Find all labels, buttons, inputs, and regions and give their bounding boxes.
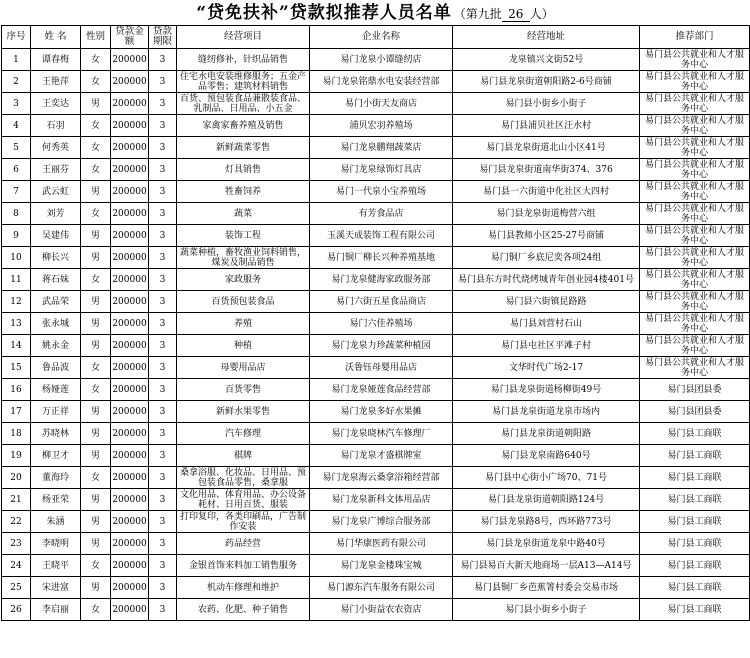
cell-name: 杨亚荣 [31,489,81,511]
cell-business-project: 打印复印，各类印刷品，广告制作安装 [177,511,310,533]
table-row [2,511,750,533]
cell-business-address: 龙泉镇兴文街52号 [453,49,640,71]
cell-company-name: 易门龙泉金楼珠宝城 [310,555,453,577]
cell-business-project: 百货预包装食品 [177,291,310,313]
cell-company-name: 沃鲁钰母婴用品店 [310,357,453,379]
cell-index: 5 [2,137,31,159]
cell-loan-amount: 200000 [111,511,149,533]
cell-company-name: 易门龙泉健海家政服务部 [310,269,453,291]
cell-name: 张永城 [31,313,81,335]
header-business-address: 经营地址 [453,26,640,49]
cell-name: 蒋石妹 [31,269,81,291]
cell-name: 朱涵 [31,511,81,533]
table-row [2,401,750,423]
cell-loan-term: 3 [149,379,177,401]
cell-business-address: 易门铜厂乡底尼奕各项24组 [453,247,640,269]
cell-recommending-dept: 易门县团县委 [640,379,750,401]
cell-business-project: 农药、化肥、种子销售 [177,599,310,621]
cell-business-address: 易门县龙泉街道梅营六组 [453,203,640,225]
cell-loan-amount: 200000 [111,137,149,159]
cell-business-project: 金银首饰来料加工销售服务 [177,555,310,577]
cell-recommending-dept: 易门县工商联 [640,445,750,467]
cell-business-project: 机动车修理和维护 [177,577,310,599]
cell-business-address: 易门县东方时代烧烤城青年创业园4楼401号 [453,269,640,291]
header-loan-amount: 贷款金额 [111,26,149,49]
cell-company-name: 易门六街五星食品商店 [310,291,453,313]
cell-index: 18 [2,423,31,445]
table-row [2,335,750,357]
cell-gender: 女 [81,137,111,159]
cell-recommending-dept: 易门县工商联 [640,599,750,621]
cell-company-name: 易门龙泉多好水果摊 [310,401,453,423]
cell-loan-term: 3 [149,291,177,313]
cell-company-name: 易门源东汽车服务有限公司 [310,577,453,599]
cell-index: 7 [2,181,31,203]
table-row [2,203,750,225]
cell-loan-term: 3 [149,203,177,225]
cell-business-address: 易门县铜厂乡芭蕉箐村委会交易市场 [453,577,640,599]
cell-loan-amount: 200000 [111,335,149,357]
cell-business-project: 新鲜蔬菜零售 [177,137,310,159]
table-row [2,71,750,93]
cell-business-address: 易门县龙泉街道朝阳路124号 [453,489,640,511]
table-row [2,181,750,203]
table-row [2,93,750,115]
cell-name: 柳长兴 [31,247,81,269]
cell-gender: 男 [81,247,111,269]
cell-loan-amount: 200000 [111,93,149,115]
cell-business-address: 易门县龙泉街道朝阳路2-6号商铺 [453,71,640,93]
cell-loan-amount: 200000 [111,203,149,225]
cell-loan-term: 3 [149,93,177,115]
cell-loan-amount: 200000 [111,269,149,291]
cell-gender: 女 [81,203,111,225]
cell-business-address: 易门县龙泉街道龙泉市场内 [453,401,640,423]
cell-company-name: 易门华康医药有限公司 [310,533,453,555]
cell-name: 谭春梅 [31,49,81,71]
cell-recommending-dept: 易门县公共就业和人才服务中心 [640,335,750,357]
cell-gender: 男 [81,225,111,247]
cell-index: 13 [2,313,31,335]
cell-business-project: 药品经营 [177,533,310,555]
cell-index: 14 [2,335,31,357]
cell-recommending-dept: 易门县工商联 [640,489,750,511]
cell-index: 11 [2,269,31,291]
header-name: 姓 名 [31,26,81,49]
table-row [2,247,750,269]
cell-business-project: 家禽家畜养殖及销售 [177,115,310,137]
cell-recommending-dept: 易门县工商联 [640,423,750,445]
table-row [2,291,750,313]
cell-recommending-dept: 易门县工商联 [640,577,750,599]
cell-business-project: 百货零售 [177,379,310,401]
cell-name: 苏晓林 [31,423,81,445]
cell-loan-term: 3 [149,467,177,489]
cell-recommending-dept: 易门县公共就业和人才服务中心 [640,181,750,203]
cell-recommending-dept: 易门县公共就业和人才服务中心 [640,247,750,269]
cell-gender: 女 [81,555,111,577]
cell-business-project: 新鲜水果零售 [177,401,310,423]
batch-prefix: （第九批 [453,7,502,21]
table-row [2,49,750,71]
cell-recommending-dept: 易门县工商联 [640,511,750,533]
cell-index: 12 [2,291,31,313]
cell-loan-amount: 200000 [111,533,149,555]
cell-business-address: 易门县龙泉街道北山小区41号 [453,137,640,159]
cell-name: 刘芳 [31,203,81,225]
table-row [2,555,750,577]
cell-business-address: 易门县中心街小广场70、71号 [453,467,640,489]
cell-loan-term: 3 [149,115,177,137]
header-business-project: 经营项目 [177,26,310,49]
cell-loan-term: 3 [149,49,177,71]
cell-gender: 男 [81,511,111,533]
cell-loan-term: 3 [149,159,177,181]
cell-recommending-dept: 易门县工商联 [640,467,750,489]
cell-recommending-dept: 易门县公共就业和人才服务中心 [640,357,750,379]
cell-gender: 男 [81,181,111,203]
cell-name: 武品荣 [31,291,81,313]
cell-loan-amount: 200000 [111,401,149,423]
cell-index: 8 [2,203,31,225]
cell-index: 10 [2,247,31,269]
batch-suffix: 人） [529,7,554,21]
table-row [2,159,750,181]
cell-company-name: 易门一代泉小宝养殖场 [310,181,453,203]
cell-loan-term: 3 [149,599,177,621]
cell-name: 李晓明 [31,533,81,555]
cell-index: 15 [2,357,31,379]
cell-gender: 女 [81,357,111,379]
cell-company-name: 易门龙泉绿饰灯具店 [310,159,453,181]
cell-company-name: 易门龙泉铭鼎水电安装经营部 [310,71,453,93]
cell-index: 23 [2,533,31,555]
cell-business-project: 桑拿浴服、化妆品、日用品、预包装食品零售，桑拿服 [177,467,310,489]
cell-recommending-dept: 易门县工商联 [640,555,750,577]
table-row [2,137,750,159]
cell-name: 王丽芬 [31,159,81,181]
cell-gender: 男 [81,93,111,115]
cell-index: 3 [2,93,31,115]
table-row [2,313,750,335]
cell-gender: 男 [81,577,111,599]
table-row [2,445,750,467]
cell-name: 董海玲 [31,467,81,489]
cell-name: 宋进富 [31,577,81,599]
cell-company-name: 易门龙泉鹏翔蔬菜店 [310,137,453,159]
cell-index: 20 [2,467,31,489]
cell-recommending-dept: 易门县公共就业和人才服务中心 [640,313,750,335]
cell-company-name: 易门龙泉小谭缝纫店 [310,49,453,71]
cell-name: 王艳萍 [31,71,81,93]
cell-business-project: 住宅水电安装维修服务；五金产品零售；建筑材料销售 [177,71,310,93]
cell-loan-amount: 200000 [111,357,149,379]
cell-name: 杨娅莲 [31,379,81,401]
cell-company-name: 易门龙泉娅莲食品经营部 [310,379,453,401]
cell-business-project: 汽车修理 [177,423,310,445]
cell-company-name: 易门龙泉新科文体用品店 [310,489,453,511]
cell-index: 16 [2,379,31,401]
cell-recommending-dept: 易门县公共就业和人才服务中心 [640,115,750,137]
cell-business-project: 养殖 [177,313,310,335]
cell-recommending-dept: 易门县公共就业和人才服务中心 [640,269,750,291]
cell-gender: 男 [81,291,111,313]
cell-loan-amount: 200000 [111,599,149,621]
cell-loan-term: 3 [149,137,177,159]
cell-index: 22 [2,511,31,533]
cell-recommending-dept: 易门县公共就业和人才服务中心 [640,137,750,159]
cell-business-project: 装饰工程 [177,225,310,247]
cell-business-address: 易门县屯社区平滩子村 [453,335,640,357]
cell-recommending-dept: 易门县公共就业和人才服务中心 [640,93,750,115]
cell-loan-term: 3 [149,533,177,555]
table-row [2,269,750,291]
cell-loan-term: 3 [149,225,177,247]
cell-gender: 男 [81,423,111,445]
cell-business-project: 百货、预包装食品兼散装食品、乳制品、日用品、小五金 [177,93,310,115]
header-index: 序号 [2,26,31,49]
cell-company-name: 易门龙泉海云桑拿浴箱经营部 [310,467,453,489]
cell-company-name: 易门六佳养殖场 [310,313,453,335]
cell-business-address: 易门县龙泉街道朝阳路 [453,423,640,445]
cell-recommending-dept: 易门县工商联 [640,533,750,555]
cell-gender: 女 [81,379,111,401]
cell-business-project: 文化用品、体育用品、办公设备耗材、日用百货、服装 [177,489,310,511]
cell-business-address: 易门县龙泉南路640号 [453,445,640,467]
cell-loan-term: 3 [149,423,177,445]
batch-number: 26 [502,7,530,22]
cell-name: 柳卫才 [31,445,81,467]
cell-name: 何秀英 [31,137,81,159]
cell-recommending-dept: 易门县公共就业和人才服务中心 [640,49,750,71]
cell-business-address: 易门县小街乡小街子 [453,93,640,115]
cell-name: 王奕达 [31,93,81,115]
cell-loan-amount: 200000 [111,181,149,203]
cell-loan-amount: 200000 [111,489,149,511]
header-gender: 性别 [81,26,111,49]
table-row [2,533,750,555]
cell-loan-term: 3 [149,555,177,577]
cell-recommending-dept: 易门县公共就业和人才服务中心 [640,203,750,225]
cell-loan-term: 3 [149,489,177,511]
cell-company-name: 易门小街益农农资店 [310,599,453,621]
cell-business-address: 易门县易百大新天地商场一层A13—A14号 [453,555,640,577]
cell-loan-term: 3 [149,247,177,269]
cell-company-name: 易门小街天友商店 [310,93,453,115]
cell-recommending-dept: 易门县公共就业和人才服务中心 [640,291,750,313]
cell-index: 19 [2,445,31,467]
header-recommending-dept: 推荐部门 [640,26,750,49]
cell-loan-term: 3 [149,511,177,533]
cell-business-address: 易门县六街镇昆路路 [453,291,640,313]
cell-business-project: 蔬菜种植，畜牧渔业饲料销售，煤炭及制品销售 [177,247,310,269]
cell-loan-amount: 200000 [111,115,149,137]
cell-index: 6 [2,159,31,181]
table-row [2,115,750,137]
cell-loan-amount: 200000 [111,247,149,269]
cell-gender: 女 [81,49,111,71]
title-batch [454,7,554,21]
cell-loan-amount: 200000 [111,225,149,247]
cell-company-name: 易门铜厂柳长兴种养殖基地 [310,247,453,269]
cell-loan-amount: 200000 [111,291,149,313]
cell-loan-amount: 200000 [111,313,149,335]
cell-gender: 男 [81,445,111,467]
table-row [2,467,750,489]
cell-gender: 男 [81,401,111,423]
table-row [2,357,750,379]
cell-loan-amount: 200000 [111,49,149,71]
cell-business-address: 易门县龙泉街道龙泉中路40号 [453,533,640,555]
cell-loan-term: 3 [149,181,177,203]
cell-loan-amount: 200000 [111,423,149,445]
cell-business-project: 牲畜饲养 [177,181,310,203]
table-header-row [2,26,750,49]
cell-loan-term: 3 [149,313,177,335]
table-row [2,379,750,401]
cell-loan-term: 3 [149,577,177,599]
table-row [2,489,750,511]
cell-business-address: 易门县龙泉街道杨柳街49号 [453,379,640,401]
cell-index: 2 [2,71,31,93]
cell-business-project: 家政服务 [177,269,310,291]
cell-loan-term: 3 [149,335,177,357]
cell-loan-amount: 200000 [111,467,149,489]
recommendation-table [1,25,750,621]
cell-loan-amount: 200000 [111,555,149,577]
cell-gender: 女 [81,71,111,93]
cell-recommending-dept: 易门县公共就业和人才服务中心 [640,225,750,247]
header-loan-term: 贷款期限 [149,26,177,49]
cell-loan-amount: 200000 [111,159,149,181]
cell-company-name: 易门龙泉力珍蔬菜种植园 [310,335,453,357]
table-body [2,49,750,621]
cell-business-address: 易门县浦贝社区汪水村 [453,115,640,137]
cell-gender: 女 [81,599,111,621]
cell-gender: 女 [81,269,111,291]
cell-index: 21 [2,489,31,511]
cell-loan-amount: 200000 [111,71,149,93]
cell-business-project: 缝纫修补，针织品销售 [177,49,310,71]
cell-loan-amount: 200000 [111,379,149,401]
cell-gender: 男 [81,533,111,555]
cell-name: 姚永金 [31,335,81,357]
cell-gender: 女 [81,467,111,489]
cell-loan-term: 3 [149,269,177,291]
cell-business-address: 易门县刘营村石山 [453,313,640,335]
cell-business-project: 棋牌 [177,445,310,467]
document-title [0,0,750,26]
cell-company-name: 易门龙泉广博综合服务部 [310,511,453,533]
cell-business-project: 蔬菜 [177,203,310,225]
cell-business-address: 易门县一六街道中化社区大四村 [453,181,640,203]
cell-gender: 男 [81,335,111,357]
cell-gender: 女 [81,159,111,181]
cell-index: 1 [2,49,31,71]
title-main: “贷免扶补”贷款拟推荐人员名单 [196,3,452,23]
cell-loan-term: 3 [149,401,177,423]
cell-gender: 男 [81,489,111,511]
table-row [2,577,750,599]
cell-business-project: 种植 [177,335,310,357]
cell-name: 石羽 [31,115,81,137]
cell-index: 26 [2,599,31,621]
header-company-name: 企业名称 [310,26,453,49]
cell-company-name: 有芳食品店 [310,203,453,225]
cell-name: 王晓平 [31,555,81,577]
cell-name: 鲁品波 [31,357,81,379]
cell-recommending-dept: 易门县公共就业和人才服务中心 [640,71,750,93]
cell-index: 25 [2,577,31,599]
cell-company-name: 玉溪天成装饰工程有限公司 [310,225,453,247]
cell-index: 17 [2,401,31,423]
cell-loan-amount: 200000 [111,445,149,467]
cell-name: 吴建伟 [31,225,81,247]
cell-loan-amount: 200000 [111,577,149,599]
cell-business-address: 易门县龙泉路8号，西环路773号 [453,511,640,533]
cell-recommending-dept: 易门县公共就业和人才服务中心 [640,159,750,181]
cell-company-name: 浦贝宏羽养殖场 [310,115,453,137]
cell-loan-term: 3 [149,357,177,379]
cell-business-address: 易门县小街乡小街子 [453,599,640,621]
table-row [2,423,750,445]
cell-name: 李启丽 [31,599,81,621]
cell-loan-term: 3 [149,445,177,467]
cell-name: 万正祥 [31,401,81,423]
cell-company-name: 易门龙泉才盛棋牌室 [310,445,453,467]
cell-index: 24 [2,555,31,577]
cell-business-address: 易门县龙泉街道南华街374、376 [453,159,640,181]
cell-index: 4 [2,115,31,137]
cell-company-name: 易门龙泉晓林汽车修理厂 [310,423,453,445]
cell-recommending-dept: 易门县团县委 [640,401,750,423]
cell-business-address: 易门县教师小区25-27号商铺 [453,225,640,247]
cell-name: 武云虹 [31,181,81,203]
cell-business-project: 灯具销售 [177,159,310,181]
table-row [2,225,750,247]
cell-loan-term: 3 [149,71,177,93]
table-row [2,599,750,621]
cell-gender: 女 [81,115,111,137]
cell-business-project: 母婴用品店 [177,357,310,379]
cell-business-address: 文华时代广场2-17 [453,357,640,379]
cell-index: 9 [2,225,31,247]
cell-gender: 男 [81,313,111,335]
